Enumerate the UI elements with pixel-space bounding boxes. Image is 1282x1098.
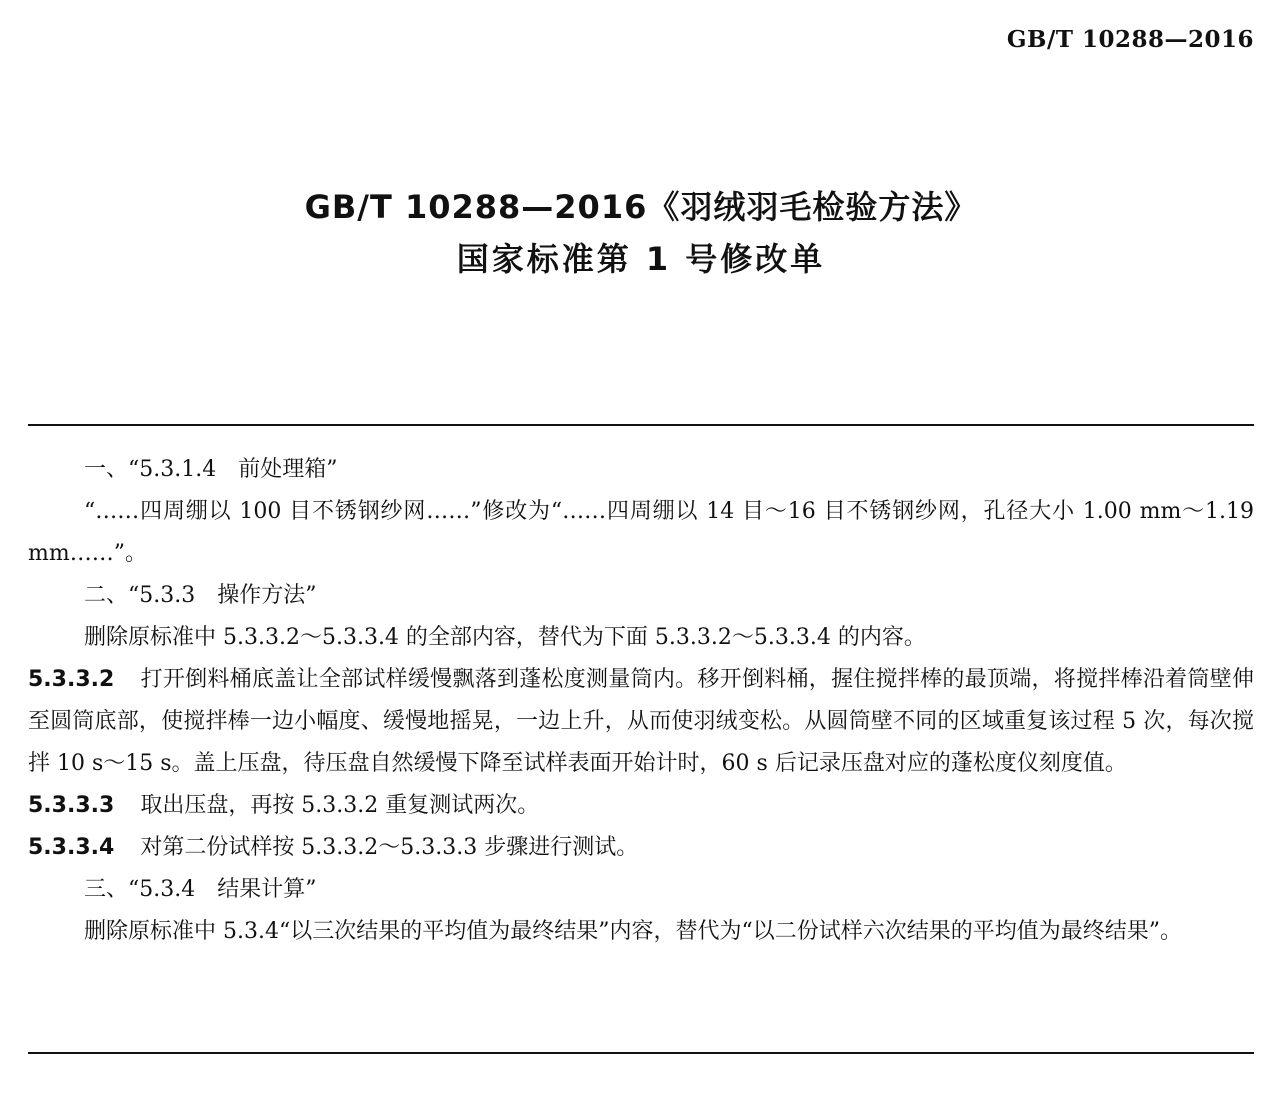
clause-5-3-3-2 — [28, 659, 1254, 785]
clause-number: 5.3.3.3 — [28, 793, 115, 818]
section-heading-3: 三、“5.3.4 结果计算” — [84, 877, 317, 902]
clause-text: 取出压盘，再按 5.3.3.2 重复测试两次。 — [140, 793, 540, 818]
amendment-paragraph-3: 删除原标准中 5.3.4“以三次结果的平均值为最终结果”内容，替代为“以二份试样六次结果的平均值为最终结果”。 — [84, 919, 1182, 944]
top-divider — [28, 424, 1254, 426]
standard-code-header: GB/T 10288—2016 — [1006, 26, 1254, 53]
amendment-paragraph-2: 删除原标准中 5.3.3.2～5.3.3.4 的全部内容，替代为下面 5.3.3.2～5.3.3.4 的内容。 — [84, 625, 926, 650]
section-heading-1: 一、“5.3.1.4 前处理箱” — [84, 457, 338, 482]
clause-number: 5.3.3.4 — [28, 835, 115, 860]
clause-text: 对第二份试样按 5.3.3.2～5.3.3.3 步骤进行测试。 — [140, 835, 639, 860]
clause-text: 打开倒料桶底盖让全部试样缓慢飘落到蓬松度测量筒内。移开倒料桶，握住搅拌棒的最顶端，将搅拌棒沿着筒壁伸至圆筒底部，使搅拌棒一边小幅度、缓慢地摇晃，一边上升，从而使羽绒变松。从圆筒壁不同的区域重复该过程 5 次，每次搅拌 10 s～15 s。盖上压盘，待压盘自然缓慢下降至试样表面开始计时，60 s 后记录压盘对应的蓬松度仪刻度值。 — [28, 667, 1254, 776]
document-subtitle: 国家标准第 1 号修改单 — [456, 240, 826, 278]
document-title: GB/T 10288—2016《羽绒羽毛检验方法》 — [304, 188, 978, 226]
clause-5-3-3-3 — [28, 785, 1254, 827]
amendment-paragraph-1: “……四周绷以 100 目不锈钢纱网……”修改为“……四周绷以 14 目～16 目不锈钢纱网，孔径大小 1.00 mm～1.19 mm……”。 — [28, 499, 1254, 566]
clause-5-3-3-4 — [28, 827, 1254, 869]
amendment-body — [28, 449, 1254, 953]
bottom-divider — [28, 1052, 1254, 1054]
section-heading-2: 二、“5.3.3 操作方法” — [84, 583, 317, 608]
clause-number: 5.3.3.2 — [28, 667, 115, 692]
